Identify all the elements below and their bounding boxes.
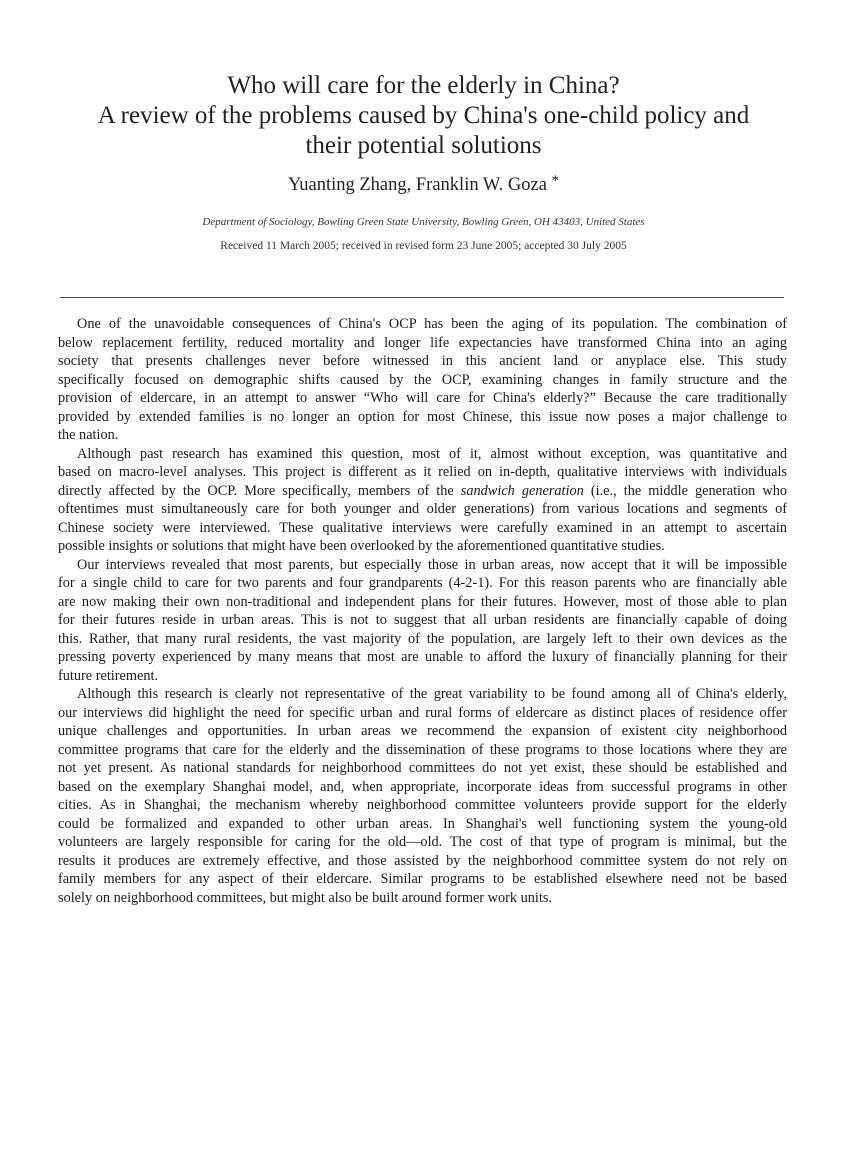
text-line: Our interviews revealed that most parents, but especially those in urban areas, now accept that it will be impossible: [77, 556, 787, 573]
emphasized-term: sandwich generation: [460, 482, 584, 499]
text-line: pressing poverty experienced by many means that most are unable to afford the luxury of financially planning for their: [58, 649, 787, 665]
text-line: directly affected by the OCP. More specifically, members of the sandwich generation (i.e., the middle generation who: [58, 482, 787, 499]
text-line: oftentimes must simultaneously care for both younger and older generations) from various locations and segments of: [58, 501, 787, 517]
text-line: the nation.: [58, 427, 119, 443]
text-line: family members for any aspect of their eldercare. Similar programs to be established elsewhere need not be based: [58, 871, 787, 887]
text-line: are now making their own non-traditional and independent plans for their futures. However, most of those able to plan: [58, 593, 787, 610]
text-line: based on the exemplary Shanghai model, and, when appropriate, incorporate ideas from successful programs in other: [58, 778, 787, 795]
text-line: specifically focused on demographic shifts caused by the OCP, examining changes in family structure and the: [58, 371, 787, 388]
text-line: cities. As in Shanghai, the mechanism whereby neighborhood committee volunteers provide support for the elderly: [58, 797, 787, 813]
text-line: this. Rather, that many rural residents, the vast majority of the population, are largely left to their own devices as the: [58, 630, 787, 647]
authors: [0, 175, 847, 196]
text-line: below replacement fertility, reduced mortality and longer life expectancies have transformed China into an aging: [58, 334, 787, 351]
text-line: Chinese society were interviewed. These qualitative interviews were carefully examined in an attempt to ascertain: [58, 519, 787, 536]
corresponding-author-mark[interactable]: *: [551, 173, 560, 189]
text-line: possible insights or solutions that might have been overlooked by the aforementioned quantitative studies.: [58, 538, 665, 554]
title-line: Who will care for the elderly in China?: [227, 72, 620, 99]
abstract-body: [58, 315, 787, 907]
paragraph: [58, 445, 787, 556]
text-line: provided by extended families is no longer an option for most Chinese, this issue now poses a major challenge to: [58, 408, 787, 425]
title-line: their potential solutions: [305, 132, 542, 159]
received-dates: Received 11 March 2005; received in revised form 23 June 2005; accepted 30 July 2005: [220, 240, 627, 252]
paragraph: [58, 315, 787, 445]
paper-title: [0, 71, 847, 161]
text-line: volunteers are largely responsible for caring for the old—old. The cost of that type of program is minimal, but the: [58, 834, 787, 850]
text-line: provision of eldercare, in an attempt to answer “Who will care for China's elderly?” Because the care traditionally: [58, 390, 787, 406]
paragraph: [58, 685, 787, 907]
text-line: could be formalized and expanded to other urban areas. In Shanghai's well functioning system the young-old: [58, 815, 787, 832]
text-line: society that presents challenges never before witnessed in this ancient land or anyplace else. This study: [58, 353, 787, 369]
text-line: solely on neighborhood committees, but might also be built around former work units.: [58, 889, 552, 906]
paragraph: [58, 556, 787, 686]
text-line: for their futures reside in urban areas. This is not to suggest that all urban residents are financially capable of doing: [58, 612, 787, 628]
divider: [60, 297, 784, 298]
text-line: One of the unavoidable consequences of China's OCP has been the aging of its population. The combination of: [77, 316, 787, 332]
text-line: future retirement.: [58, 667, 159, 684]
text-line: committee programs that care for the elderly and the dissemination of these programs to those locations where they are: [58, 741, 787, 758]
text-line: our interviews did highlight the need for specific urban and rural forms of eldercare as distinct places of residence offer: [58, 704, 787, 721]
text-line: for a single child to care for two parents and four grandparents (4-2-1). For this reason parents who are financially able: [58, 575, 787, 591]
text-line: not yet present. As national standards for neighborhood committees do not yet exist, these should be established and: [58, 760, 787, 776]
affiliation: Department of Sociology, Bowling Green State University, Bowling Green, OH 43403, United States: [202, 216, 645, 228]
text-line: unique challenges and opportunities. In urban areas we recommend the expansion of existent city neighborhood: [58, 723, 787, 739]
title-line: A review of the problems caused by China's one-child policy and: [97, 102, 750, 129]
text-line: based on macro-level analyses. This project is different as it relied on in-depth, qualitative interviews with individuals: [58, 464, 787, 480]
author-names: Yuanting Zhang, Franklin W. Goza: [287, 175, 547, 195]
text-line: results it produces are extremely effective, and those assisted by the neighborhood committee system do not rely on: [58, 852, 787, 869]
text-line: Although this research is clearly not representative of the great variability to be found among all of China's elderly,: [77, 686, 787, 702]
text-line: Although past research has examined this question, most of it, almost without exception, was quantitative and: [77, 445, 787, 462]
